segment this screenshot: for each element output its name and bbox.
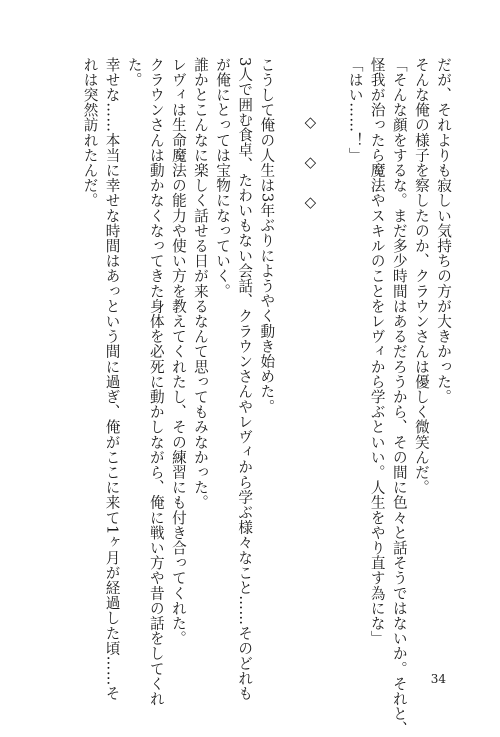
text-line: そんな俺の様子を察したのか、クラウンさんは優しく微笑んだ。 [412,57,430,495]
text-line: れは突然訪れたんだ。 [81,57,99,208]
text-line: クラウンさんは動かなくなってきた身体を必死に動かしながら、俺に戦い方や昔の話をしてくれ [147,57,165,707]
diamond-ornament: ◇ [301,153,320,193]
text-line: が俺にとっては宝物になっていく。 [214,57,232,299]
section-gap [277,57,299,657]
text-line: 「そんな顔をするな。まだ多少時間はあるだろうから、その間に色々と話そうではないか。それと、 [390,57,408,737]
section-gap [321,57,343,657]
text-line: こうして俺の人生は3年ぶりにようやく動き始めた。 [258,57,276,415]
text-line: た。 [125,57,143,88]
page-number: 34 [430,672,446,686]
diamond-ornament: ◇ [301,193,320,233]
text-line: 誰かとこんなに楽しく話せる日が来るなんて思ってもみなかった。 [191,57,209,510]
text-line: 幸せな……本当に幸せな時間はあっという間に過ぎ、俺がここに来て1ヶ月が経過した頃……そ [103,57,121,701]
diamond-ornament: ◇ [301,113,320,153]
text-line: レヴィは生命魔法の能力や使い方を教えてくれたし、その練習にも付き合ってくれた。 [169,57,187,646]
text-line: だが、それよりも寂しい気持ちの方が大きかった。 [435,57,452,405]
text-line: 3人で囲む食卓、たわいもない会話、クラウンさんやレヴィから学ぶ様々なこと……そのどれも [236,57,254,701]
text-line: 怪我が治ったら魔法やスキルのことをレヴィから学ぶといい。人生をやり直す為にな」 [368,57,386,646]
section-break [299,57,321,657]
text-line: 「はい……！」 [346,57,364,163]
